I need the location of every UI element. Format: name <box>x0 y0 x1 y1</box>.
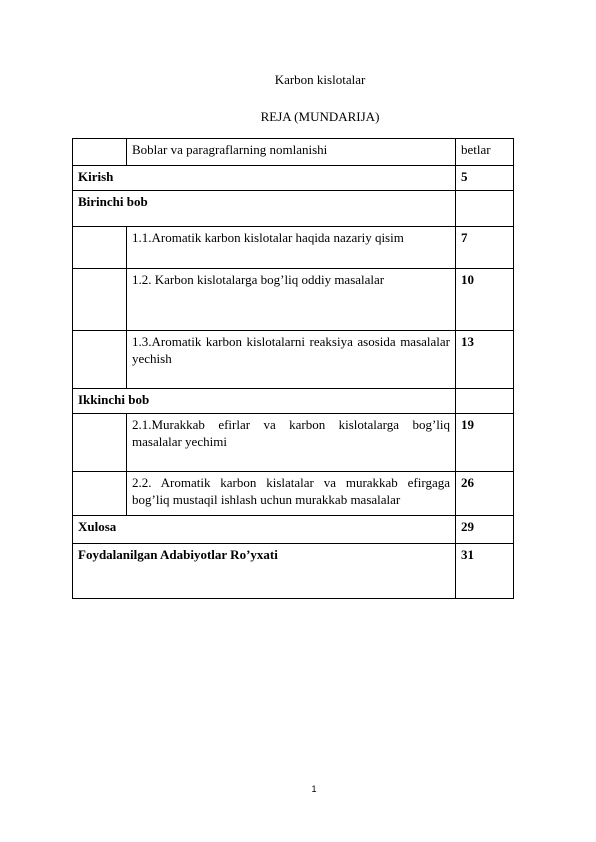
toc-row-blank-cell <box>73 269 127 331</box>
toc-row-page: 29 <box>456 516 514 544</box>
page-number: 1 <box>311 784 317 794</box>
toc-heading: REJA (MUNDARIJA) <box>260 109 380 124</box>
toc-row-label: Xulosa <box>73 516 456 544</box>
toc-row-label: 1.3.Aromatik karbon kislotalarni reaksiya asosida masalalar yechish <box>127 331 456 389</box>
toc-row-page: 13 <box>456 331 514 389</box>
toc-row-label: 1.2. Karbon kislotalarga bog’liq oddiy masalalar <box>127 269 456 331</box>
toc-header-row <box>73 139 514 166</box>
toc-row-kirish <box>73 166 514 191</box>
toc-row-label: 2.2. Aromatik karbon kislatalar va murakkab efirgaga bog’liq mustaqil ishlash uchun murakkab masalalar <box>127 472 456 516</box>
toc-row-p22 <box>73 472 514 516</box>
toc-row-blank-cell <box>73 227 127 269</box>
toc-row-label: Ikkinchi bob <box>73 389 456 414</box>
toc-row-p13 <box>73 331 514 389</box>
table-of-contents <box>72 138 514 599</box>
toc-row-bob1 <box>73 191 514 227</box>
toc-row-blank-cell <box>73 414 127 472</box>
toc-row-page: 5 <box>456 166 514 191</box>
toc-row-page: 10 <box>456 269 514 331</box>
toc-row-p21 <box>73 414 514 472</box>
toc-row-label: 2.1.Murakkab efirlar va karbon kislotalarga bog’liq masalalar yechimi <box>127 414 456 472</box>
toc-row-page <box>456 191 514 227</box>
toc-row-page: 19 <box>456 414 514 472</box>
toc-row-p11 <box>73 227 514 269</box>
toc-row-p12 <box>73 269 514 331</box>
toc-row-bob2 <box>73 389 514 414</box>
toc-header-blank-cell <box>73 139 127 166</box>
toc-header-page: betlar <box>456 139 514 166</box>
toc-row-label: Kirish <box>73 166 456 191</box>
toc-row-page: 31 <box>456 544 514 599</box>
toc-row-blank-cell <box>73 331 127 389</box>
toc-row-label: Birinchi bob <box>73 191 456 227</box>
toc-row-blank-cell <box>73 472 127 516</box>
toc-row-label: 1.1.Aromatik karbon kislotalar haqida nazariy qisim <box>127 227 456 269</box>
document-title: Karbon kislotalar <box>274 72 366 87</box>
toc-row-xulosa <box>73 516 514 544</box>
toc-header-name: Boblar va paragraflarning nomlanishi <box>127 139 456 166</box>
toc-row-page <box>456 389 514 414</box>
toc-row-page: 26 <box>456 472 514 516</box>
toc-row-label: Foydalanilgan Adabiyotlar Ro’yxati <box>73 544 456 599</box>
toc-row-adabiyot <box>73 544 514 599</box>
toc-row-page: 7 <box>456 227 514 269</box>
